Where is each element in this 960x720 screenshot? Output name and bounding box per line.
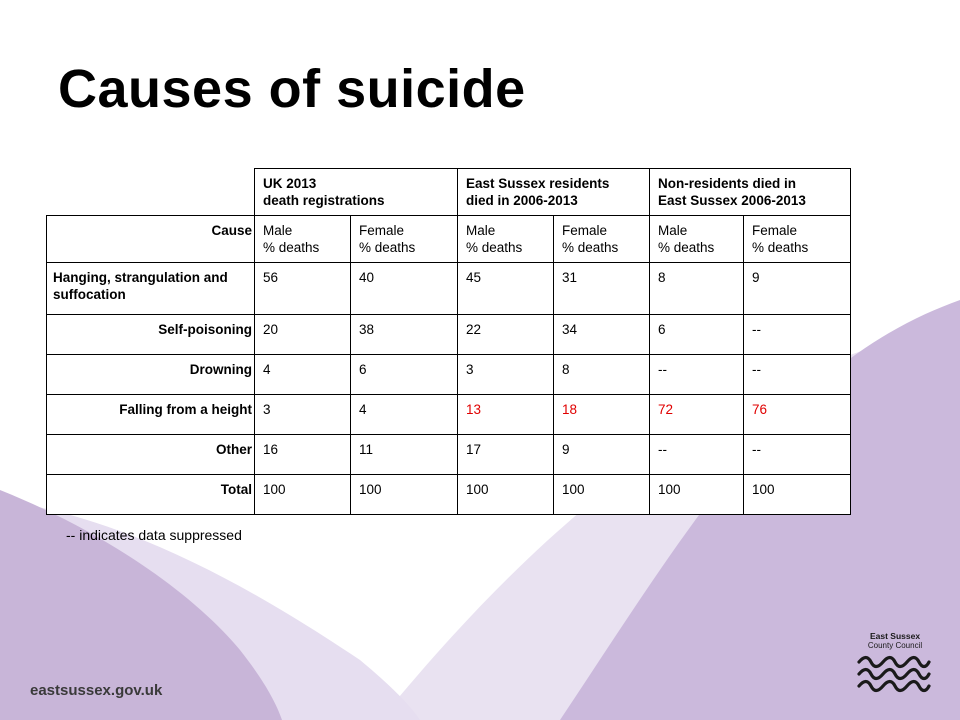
page-title: Causes of suicide (58, 59, 526, 119)
value-cell: 40 (351, 263, 458, 315)
value-cell: 100 (351, 475, 458, 515)
table-row-total (47, 475, 851, 515)
group-header-residents: East Sussex residents died in 2006-2013 (458, 169, 650, 216)
value-cell: -- (650, 435, 744, 475)
value-cell: 56 (255, 263, 351, 315)
website-link[interactable]: eastsussex.gov.uk (30, 682, 163, 699)
causes-table (46, 168, 851, 515)
value-cell: 3 (458, 355, 554, 395)
waves-logo-icon (855, 654, 935, 694)
value-cell: 100 (255, 475, 351, 515)
cause-cell: Hanging, strangulation and suffocation (47, 263, 255, 315)
value-cell: 31 (554, 263, 650, 315)
value-cell: 38 (351, 315, 458, 355)
value-cell-highlighted: 18 (554, 395, 650, 435)
value-cell: 20 (255, 315, 351, 355)
value-cell: 9 (744, 263, 851, 315)
cause-cell: Other (47, 435, 255, 475)
value-cell: 8 (554, 355, 650, 395)
value-cell: 8 (650, 263, 744, 315)
value-cell: 100 (744, 475, 851, 515)
value-cell: 3 (255, 395, 351, 435)
value-cell: -- (744, 435, 851, 475)
value-cell: 4 (255, 355, 351, 395)
sub-header-cell: Female % deaths (351, 216, 458, 263)
value-cell: 16 (255, 435, 351, 475)
group-header-uk: UK 2013 death registrations (255, 169, 458, 216)
empty-corner-cell (47, 169, 255, 216)
value-cell: 6 (351, 355, 458, 395)
group-header-non-residents: Non-residents died in East Sussex 2006-2013 (650, 169, 851, 216)
council-logo (852, 632, 938, 694)
sub-header-cell: Female % deaths (554, 216, 650, 263)
value-cell: -- (744, 355, 851, 395)
cause-cell: Self-poisoning (47, 315, 255, 355)
value-cell-highlighted: 76 (744, 395, 851, 435)
value-cell: 100 (650, 475, 744, 515)
value-cell-highlighted: 13 (458, 395, 554, 435)
table-row (47, 435, 851, 475)
value-cell: -- (650, 355, 744, 395)
sub-header-cell: Female % deaths (744, 216, 851, 263)
value-cell: -- (744, 315, 851, 355)
sub-header-row (47, 216, 851, 263)
table-row (47, 355, 851, 395)
value-cell: 100 (458, 475, 554, 515)
cause-cell: Total (47, 475, 255, 515)
cause-cell: Drowning (47, 355, 255, 395)
table-row (47, 315, 851, 355)
value-cell: 11 (351, 435, 458, 475)
sub-header-cell: Male % deaths (255, 216, 351, 263)
value-cell: 9 (554, 435, 650, 475)
sub-header-cell: Male % deaths (458, 216, 554, 263)
group-header-row (47, 169, 851, 216)
value-cell: 4 (351, 395, 458, 435)
value-cell: 45 (458, 263, 554, 315)
cause-cell: Falling from a height (47, 395, 255, 435)
table-row (47, 395, 851, 435)
value-cell: 34 (554, 315, 650, 355)
value-cell: 100 (554, 475, 650, 515)
sub-header-cell: Male % deaths (650, 216, 744, 263)
table-row (47, 263, 851, 315)
footnote: -- indicates data suppressed (66, 527, 242, 543)
cause-header: Cause (47, 216, 255, 263)
value-cell: 6 (650, 315, 744, 355)
value-cell-highlighted: 72 (650, 395, 744, 435)
value-cell: 22 (458, 315, 554, 355)
logo-text: East Sussex County Council (867, 631, 923, 650)
value-cell: 17 (458, 435, 554, 475)
